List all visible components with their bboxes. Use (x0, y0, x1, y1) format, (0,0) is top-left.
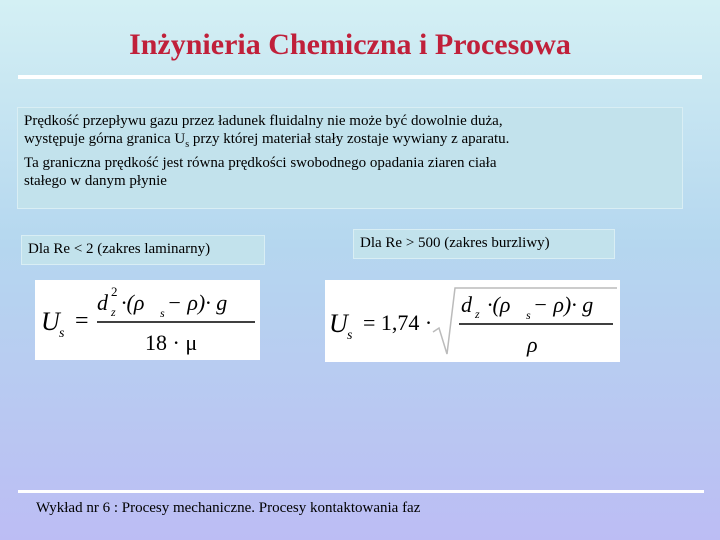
turbulent-case-label: Dla Re > 500 (zakres burzliwy) (354, 230, 614, 258)
intro-line-2-start: występuje górna granica U (24, 131, 186, 147)
intro-line-2-sub: s (185, 139, 190, 150)
coefficient: = 1,74 · (363, 310, 433, 335)
numerator-d: d (461, 292, 472, 317)
laminar-formula (35, 280, 260, 360)
lhs-symbol: U (41, 307, 60, 336)
intro-line-2-end: przy której materiał stały zostaje wywiany z aparatu. (189, 131, 510, 147)
numerator-d-sub: z (111, 305, 116, 319)
lhs-subscript: s (347, 328, 353, 343)
laminar-case-label: Dla Re < 2 (zakres laminarny) (22, 236, 264, 264)
equals-sign: = (75, 308, 89, 334)
lhs-subscript: s (59, 326, 65, 341)
numerator-tail: − ρ)· g (533, 292, 594, 317)
intro-line-4: stałego w danym płynie (24, 173, 167, 189)
footer-text: Wykład nr 6 : Procesy mechaniczne. Procesy kontaktowania faz (36, 500, 421, 516)
numerator-part: ·(ρ (487, 292, 511, 317)
intro-line-1: Prędkość przepływu gazu przez ładunek fluidalny nie może być dowolnie duża, (24, 113, 503, 129)
intro-line-2 (24, 130, 676, 154)
lhs-symbol: U (329, 309, 348, 338)
numerator-d-sup: 2 (111, 284, 118, 299)
intro-line-3: Ta graniczna prędkość jest równa prędkości swobodnego opadania ziaren ciała (24, 155, 497, 171)
numerator-d-sub: z (475, 307, 480, 321)
slide-title: Inżynieria Chemiczna i Procesowa (129, 28, 571, 61)
denominator: 18 · μ (145, 330, 198, 355)
turbulent-formula (325, 280, 620, 362)
numerator-d: d (97, 290, 108, 315)
title-divider (18, 75, 702, 79)
footer-divider (18, 490, 704, 493)
denominator: ρ (527, 332, 538, 357)
numerator-part: ·(ρ (121, 290, 145, 315)
numerator-tail: − ρ)· g (167, 290, 228, 315)
numerator-rho-sub: s (526, 308, 531, 322)
intro-text-box (18, 108, 682, 208)
numerator-rho-sub: s (160, 306, 165, 320)
